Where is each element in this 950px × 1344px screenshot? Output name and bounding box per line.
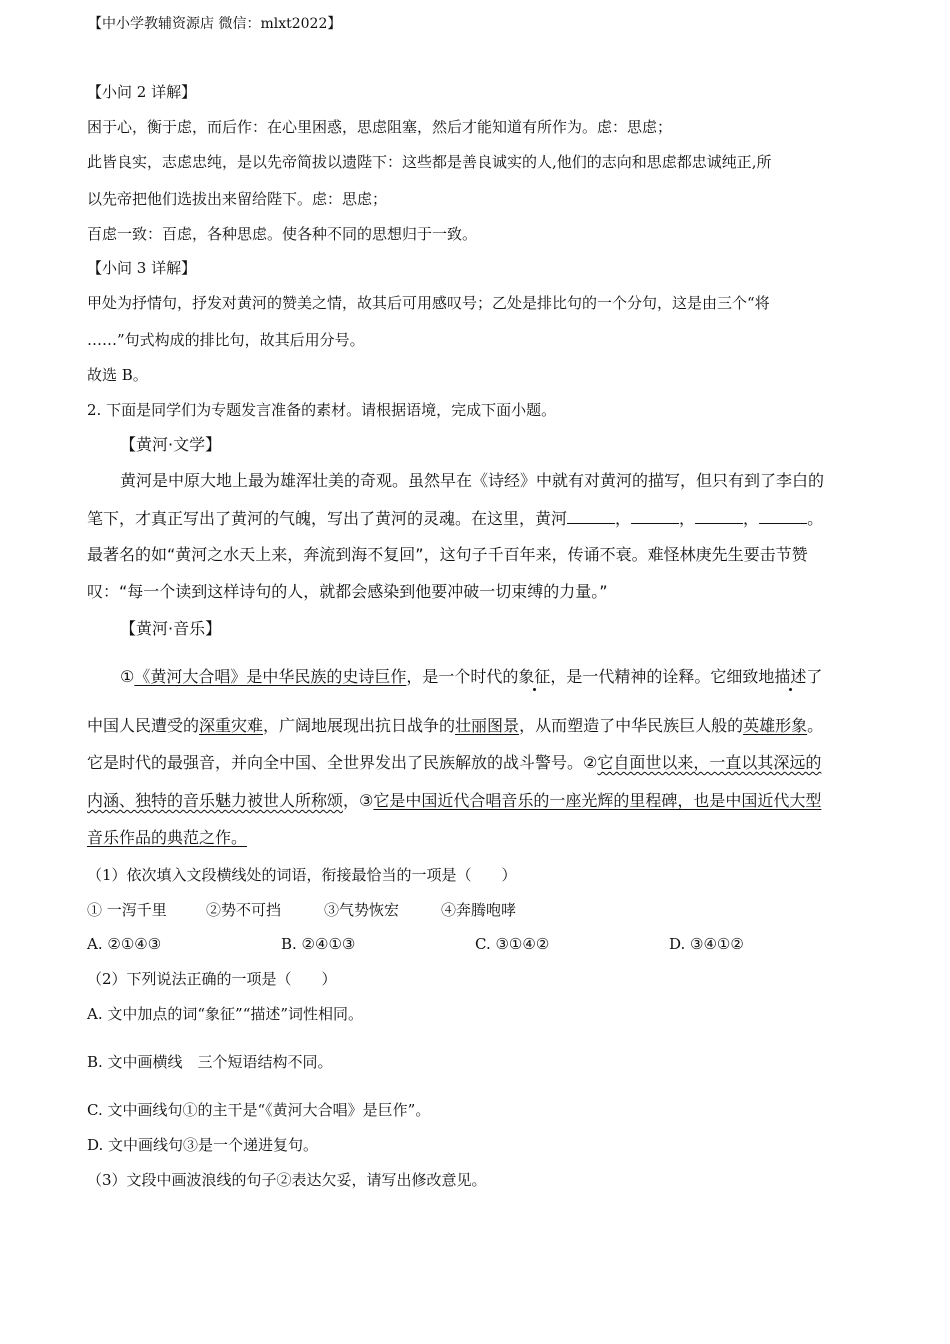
sub1-options	[87, 934, 887, 954]
sub1-items	[87, 900, 887, 920]
sub1-option-d[interactable]: D. ③④①②	[669, 935, 744, 953]
underlined-phrase-3: 英雄形象	[743, 716, 808, 735]
q2-detail-line3: 百虑一致：百虑，各种思虑。使各种不同的思想归于一致。	[87, 225, 478, 243]
page-header: 【中小学教辅资源店 微信：mlxt2022】	[88, 16, 342, 32]
blank-end-mark: 。	[807, 509, 824, 528]
fill-blank-1[interactable]	[567, 509, 615, 524]
sub1-option-a[interactable]: A. ②①④③	[87, 935, 162, 953]
wavy-sentence-2-part1: 它自面世以来，一直以其深远的	[597, 753, 822, 772]
literature-paragraph-line2	[87, 509, 823, 529]
q3-detail-title: 【小问 3 详解】	[87, 259, 197, 277]
music-text: 它是时代的最强音，并向全中国、全世界发出了民族解放的战斗警号。②	[87, 753, 598, 772]
dotted-word-symbol: 象征	[518, 667, 551, 686]
literature-paragraph-line3: 最著名的如“黄河之水天上来，奔流到海不复回”，这句子千百年来，传诵不衰。难怪林庚先生要击节赞	[87, 545, 808, 564]
q3-answer: 故选 B。	[87, 366, 148, 384]
fill-blank-3[interactable]	[695, 509, 743, 524]
underlined-sentence-3-part1: 它是中国近代合唱音乐的一座光辉的里程碑，也是中国近代大型	[373, 791, 822, 810]
q3-detail-line1a: 甲处为抒情句，抒发对黄河的赞美之情，故其后可用感叹号；乙处是排比句的一个分句，这是由三个“将	[87, 294, 770, 312]
sub2-option-b[interactable]: B. 文中画横线 三个短语结构不同。	[87, 1053, 333, 1071]
sub1-option-b[interactable]: B. ②④①③	[281, 935, 356, 953]
sub1-option-c[interactable]: C. ③①④②	[475, 935, 550, 953]
music-text: 。	[807, 716, 824, 735]
music-paragraph-line5	[87, 828, 247, 848]
fill-blank-2[interactable]	[631, 509, 679, 524]
sub1-item-3: ③气势恢宏	[324, 901, 400, 919]
blank-separator-3: ，	[743, 509, 760, 528]
q2-detail-line2a: 此皆良实，志虑忠纯，是以先帝简拔以遗陛下：这些都是善良诚实的人,他们的志向和思虑都忠诚纯正,所	[87, 153, 772, 171]
music-paragraph-line2	[87, 716, 823, 736]
literature-line2-text: 笔下，才真正写出了黄河的气魄，写出了黄河的灵魂。在这里，黄河	[87, 509, 568, 528]
sub1-item-1: ① 一泻千里	[87, 901, 167, 919]
sub2-option-c[interactable]: C. 文中画线句①的主干是“《黄河大合唱》是巨作”。	[87, 1101, 431, 1119]
fill-blank-4[interactable]	[759, 509, 807, 524]
underlined-phrase-2: 壮丽图景	[455, 716, 520, 735]
blank-separator-1: ，	[615, 509, 632, 528]
q2-detail-title: 【小问 2 详解】	[87, 83, 197, 101]
music-text: ，从而塑造了中华民族巨人般的	[519, 716, 744, 735]
sub2-option-d[interactable]: D. 文中画线句③是一个递进复句。	[87, 1136, 319, 1154]
music-paragraph-line4	[87, 791, 821, 811]
music-text: ，是一代精神的诠释。它细致地	[550, 667, 775, 686]
music-text: ，广阔地展现出抗日战争的	[263, 716, 456, 735]
question2-intro: 2. 下面是同学们为专题发言准备的素材。请根据语境，完成下面小题。	[87, 401, 557, 419]
blank-separator-2: ，	[679, 509, 696, 528]
sub1-stem: （1）依次填入文段横线处的词语，衔接最恰当的一项是（ ）	[87, 866, 517, 884]
dotted-word-describe: 描述	[774, 667, 807, 686]
sub1-item-2: ②势不可挡	[206, 901, 282, 919]
music-text: 了	[806, 667, 823, 686]
underlined-sentence-1: 《黄河大合唱》是中华民族的史诗巨作	[134, 667, 407, 686]
q3-detail-line1b: ……”句式构成的排比句，故其后用分号。	[87, 331, 365, 349]
literature-paragraph-line1: 黄河是中原大地上最为雄浑壮美的奇观。虽然早在《诗经》中就有对黄河的描写，但只有到了李白的	[120, 471, 825, 490]
music-text: ，是一个时代的	[406, 667, 519, 686]
music-text: ，③	[343, 791, 374, 810]
music-paragraph-line1	[120, 667, 822, 687]
literature-paragraph-line4: 叹：“每一个读到这样诗句的人，就都会感染到他要冲破一切束缚的力量。”	[87, 582, 608, 601]
literature-section-title: 【黄河·文学】	[120, 435, 222, 454]
underlined-phrase-1: 深重灾难	[199, 716, 264, 735]
sub1-item-4: ④奔腾咆哮	[441, 901, 517, 919]
sub3-stem: （3）文段中画波浪线的句子②表达欠妥，请写出修改意见。	[87, 1171, 487, 1189]
sentence-1-marker: ①	[120, 667, 135, 686]
music-text: 中国人民遭受的	[87, 716, 200, 735]
music-paragraph-line3	[87, 753, 821, 773]
wavy-sentence-2-part2: 内涵、独特的音乐魅力被世人所称颂	[87, 791, 344, 810]
music-section-title: 【黄河·音乐】	[120, 619, 222, 638]
q2-detail-line1: 困于心，衡于虑，而后作：在心里困惑，思虑阻塞，然后才能知道有所作为。虑：思虑；	[87, 118, 673, 136]
q2-detail-line2b: 以先帝把他们选拔出来留给陛下。虑：思虑；	[87, 190, 388, 208]
sub2-stem: （2）下列说法正确的一项是（ ）	[87, 970, 337, 988]
underlined-sentence-3-part2: 音乐作品的典范之作。	[87, 828, 248, 847]
sub2-option-a[interactable]: A. 文中加点的词“象征”“描述”词性相同。	[87, 1005, 364, 1023]
